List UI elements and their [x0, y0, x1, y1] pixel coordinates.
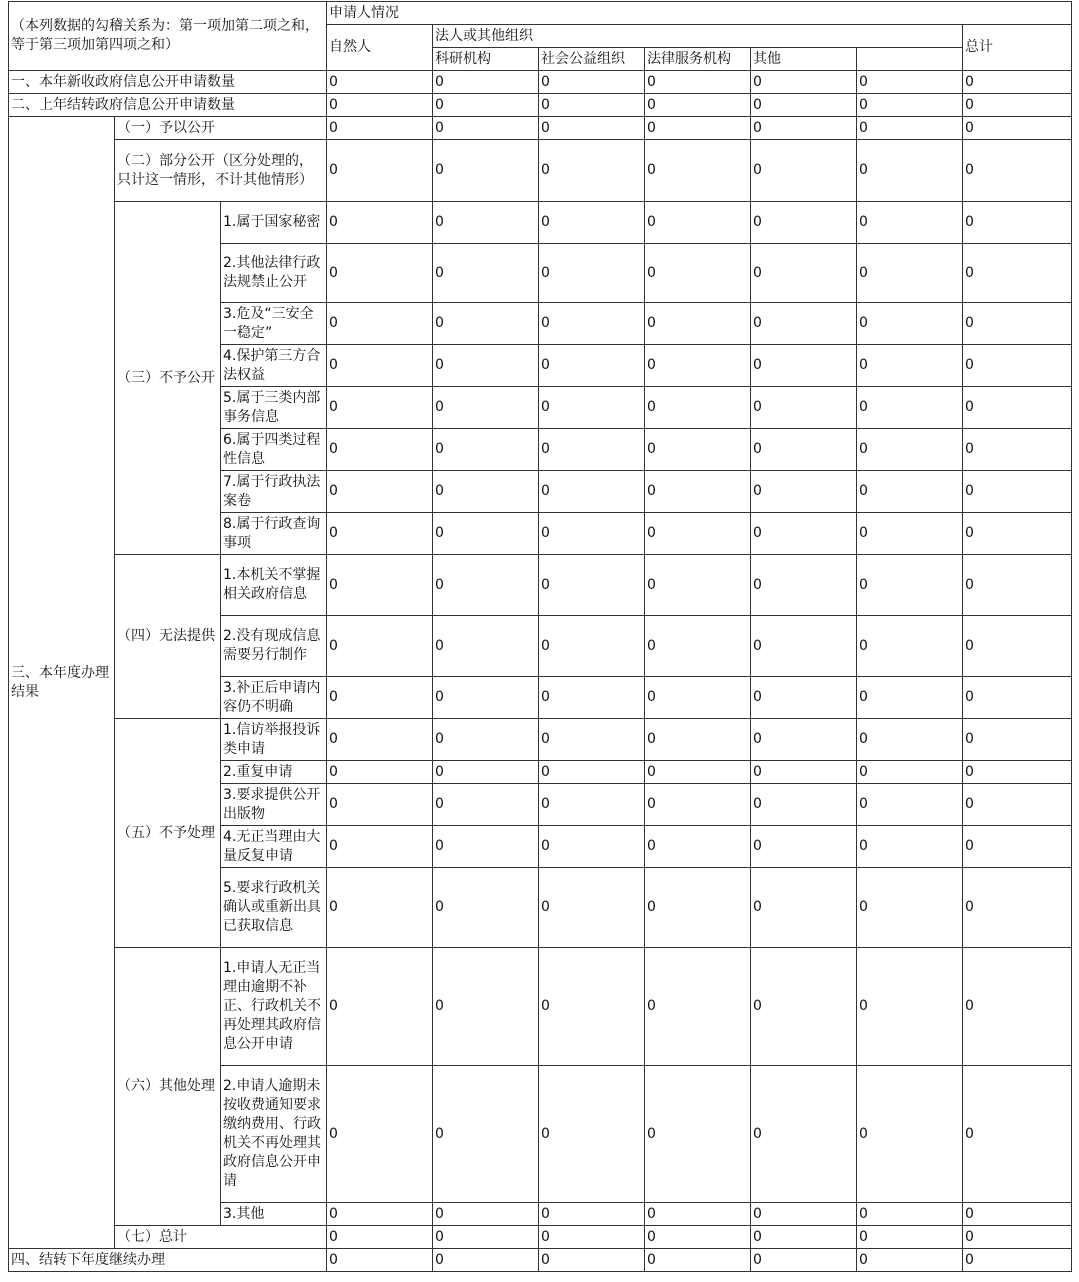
value-cell: 0	[433, 387, 539, 429]
value-cell: 0	[645, 140, 751, 202]
value-cell: 0	[539, 513, 645, 555]
value-cell: 0	[645, 616, 751, 677]
value-cell: 0	[433, 471, 539, 513]
value-cell: 0	[645, 784, 751, 826]
value-cell: 0	[857, 868, 963, 948]
value-cell: 0	[645, 244, 751, 303]
value-cell: 0	[751, 303, 857, 345]
value-cell: 0	[539, 387, 645, 429]
value-cell: 0	[327, 1226, 433, 1249]
table-row	[9, 202, 1072, 244]
value-cell: 0	[857, 616, 963, 677]
value-cell: 0	[539, 826, 645, 868]
item-label: 2.重复申请	[221, 761, 327, 784]
value-cell: 0	[645, 761, 751, 784]
value-cell: 0	[327, 784, 433, 826]
table-row	[9, 1249, 1072, 1272]
item-label: 8.属于行政查询事项	[221, 513, 327, 555]
value-cell: 0	[539, 784, 645, 826]
item-label: 1.本机关不掌握相关政府信息	[221, 555, 327, 616]
value-cell: 0	[751, 471, 857, 513]
value-cell: 0	[963, 94, 1072, 117]
value-cell: 0	[433, 513, 539, 555]
table-row	[9, 117, 1072, 140]
value-cell: 0	[857, 71, 963, 94]
sub-header	[857, 48, 963, 71]
value-cell: 0	[963, 555, 1072, 616]
value-cell: 0	[963, 677, 1072, 719]
value-cell: 0	[645, 471, 751, 513]
value-cell: 0	[433, 117, 539, 140]
value-cell: 0	[327, 719, 433, 761]
value-cell: 0	[539, 429, 645, 471]
value-cell: 0	[645, 71, 751, 94]
value-cell: 0	[963, 948, 1072, 1066]
value-cell: 0	[857, 719, 963, 761]
value-cell: 0	[539, 471, 645, 513]
value-cell: 0	[857, 94, 963, 117]
value-cell: 0	[327, 948, 433, 1066]
value-cell: 0	[433, 202, 539, 244]
value-cell: 0	[751, 1249, 857, 1272]
value-cell: 0	[327, 345, 433, 387]
value-cell: 0	[539, 117, 645, 140]
value-cell: 0	[963, 471, 1072, 513]
value-cell: 0	[433, 784, 539, 826]
value-cell: 0	[539, 345, 645, 387]
item-label: 5.要求行政机关确认或重新出具已获取信息	[221, 868, 327, 948]
value-cell: 0	[645, 513, 751, 555]
group-label: （七）总计	[115, 1226, 327, 1249]
value-cell: 0	[963, 202, 1072, 244]
value-cell: 0	[963, 244, 1072, 303]
table-row	[9, 94, 1072, 117]
value-cell: 0	[539, 555, 645, 616]
value-cell: 0	[751, 345, 857, 387]
value-cell: 0	[327, 761, 433, 784]
value-cell: 0	[327, 202, 433, 244]
value-cell: 0	[645, 1066, 751, 1203]
sub-header: 社会公益组织	[539, 48, 645, 71]
row-label: 二、上年结转政府信息公开申请数量	[9, 94, 327, 117]
value-cell: 0	[963, 513, 1072, 555]
value-cell: 0	[539, 140, 645, 202]
value-cell: 0	[539, 202, 645, 244]
value-cell: 0	[857, 429, 963, 471]
table-row	[9, 71, 1072, 94]
value-cell: 0	[433, 1066, 539, 1203]
item-label: 5.属于三类内部事务信息	[221, 387, 327, 429]
value-cell: 0	[963, 868, 1072, 948]
table-row	[9, 948, 1072, 1066]
table-note-cell	[9, 2, 327, 71]
value-cell: 0	[857, 784, 963, 826]
value-cell: 0	[433, 345, 539, 387]
value-cell: 0	[751, 677, 857, 719]
value-cell: 0	[539, 761, 645, 784]
value-cell: 0	[539, 94, 645, 117]
value-cell: 0	[751, 94, 857, 117]
value-cell: 0	[433, 244, 539, 303]
group-label: （一）予以公开	[115, 117, 327, 140]
value-cell: 0	[645, 202, 751, 244]
value-cell: 0	[857, 948, 963, 1066]
value-cell: 0	[857, 677, 963, 719]
value-cell: 0	[857, 1226, 963, 1249]
group-label: （三）不予公开	[115, 202, 221, 555]
value-cell: 0	[857, 202, 963, 244]
item-label: 2.没有现成信息需要另行制作	[221, 616, 327, 677]
value-cell: 0	[539, 719, 645, 761]
value-cell: 0	[751, 117, 857, 140]
value-cell: 0	[645, 1249, 751, 1272]
value-cell: 0	[645, 1203, 751, 1226]
value-cell: 0	[327, 1066, 433, 1203]
item-label: 3.补正后申请内容仍不明确	[221, 677, 327, 719]
value-cell: 0	[433, 94, 539, 117]
item-label: 2.其他法律行政法规禁止公开	[221, 244, 327, 303]
table-body	[9, 2, 1072, 1272]
item-label: 7.属于行政执法案卷	[221, 471, 327, 513]
value-cell: 0	[751, 784, 857, 826]
statistics-table	[8, 1, 1072, 1272]
value-cell: 0	[963, 345, 1072, 387]
group-label: （四）无法提供	[115, 555, 221, 719]
value-cell: 0	[751, 387, 857, 429]
value-cell: 0	[539, 1249, 645, 1272]
value-cell: 0	[433, 1249, 539, 1272]
natural-person-header: 自然人	[327, 25, 433, 71]
value-cell: 0	[645, 429, 751, 471]
value-cell: 0	[963, 1226, 1072, 1249]
value-cell: 0	[327, 677, 433, 719]
value-cell: 0	[645, 826, 751, 868]
value-cell: 0	[327, 303, 433, 345]
header-row-1	[9, 2, 1072, 25]
group-label: （六）其他处理	[115, 948, 221, 1226]
group-label: （五）不予处理	[115, 719, 221, 948]
value-cell: 0	[327, 117, 433, 140]
item-label: 6.属于四类过程性信息	[221, 429, 327, 471]
value-cell: 0	[645, 868, 751, 948]
value-cell: 0	[857, 244, 963, 303]
value-cell: 0	[857, 761, 963, 784]
value-cell: 0	[327, 826, 433, 868]
value-cell: 0	[857, 1203, 963, 1226]
value-cell: 0	[645, 94, 751, 117]
value-cell: 0	[327, 387, 433, 429]
value-cell: 0	[751, 429, 857, 471]
value-cell: 0	[539, 616, 645, 677]
item-label: 1.申请人无正当理由逾期不补正、行政机关不再处理其政府信息公开申请	[221, 948, 327, 1066]
value-cell: 0	[539, 948, 645, 1066]
value-cell: 0	[963, 784, 1072, 826]
value-cell: 0	[751, 1066, 857, 1203]
value-cell: 0	[327, 94, 433, 117]
value-cell: 0	[751, 244, 857, 303]
value-cell: 0	[433, 677, 539, 719]
value-cell: 0	[433, 948, 539, 1066]
table-row	[9, 1226, 1072, 1249]
value-cell: 0	[751, 948, 857, 1066]
value-cell: 0	[539, 1203, 645, 1226]
value-cell: 0	[645, 719, 751, 761]
value-cell: 0	[963, 71, 1072, 94]
item-label: 1.信访举报投诉类申请	[221, 719, 327, 761]
value-cell: 0	[327, 868, 433, 948]
row-label: 四、结转下年度继续办理	[9, 1249, 327, 1272]
value-cell: 0	[857, 117, 963, 140]
value-cell: 0	[857, 140, 963, 202]
value-cell: 0	[433, 140, 539, 202]
value-cell: 0	[327, 555, 433, 616]
value-cell: 0	[751, 1203, 857, 1226]
value-cell: 0	[433, 616, 539, 677]
value-cell: 0	[645, 345, 751, 387]
table-row	[9, 719, 1072, 761]
item-label: 4.保护第三方合法权益	[221, 345, 327, 387]
value-cell: 0	[645, 555, 751, 616]
value-cell: 0	[433, 719, 539, 761]
value-cell: 0	[433, 826, 539, 868]
item-label: 3.要求提供公开出版物	[221, 784, 327, 826]
group-label: （二）部分公开（区分处理的，只计这一情形，不计其他情形）	[115, 140, 327, 202]
value-cell: 0	[645, 948, 751, 1066]
value-cell: 0	[539, 1066, 645, 1203]
value-cell: 0	[539, 677, 645, 719]
value-cell: 0	[645, 117, 751, 140]
value-cell: 0	[327, 1249, 433, 1272]
applicant-header: 申请人情况	[327, 2, 1072, 25]
value-cell: 0	[963, 429, 1072, 471]
table-note: （本列数据的勾稽关系为：第一项加第二项之和，等于第三项加第四项之和）	[11, 18, 319, 53]
value-cell: 0	[963, 117, 1072, 140]
value-cell: 0	[327, 513, 433, 555]
value-cell: 0	[963, 761, 1072, 784]
item-label: 1.属于国家秘密	[221, 202, 327, 244]
value-cell: 0	[433, 71, 539, 94]
value-cell: 0	[751, 513, 857, 555]
value-cell: 0	[433, 1226, 539, 1249]
value-cell: 0	[963, 1203, 1072, 1226]
value-cell: 0	[751, 555, 857, 616]
value-cell: 0	[963, 303, 1072, 345]
total-header: 总计	[963, 25, 1072, 71]
value-cell: 0	[751, 761, 857, 784]
sub-header: 其他	[751, 48, 857, 71]
value-cell: 0	[751, 202, 857, 244]
value-cell: 0	[539, 1226, 645, 1249]
value-cell: 0	[645, 303, 751, 345]
table-row	[9, 140, 1072, 202]
value-cell: 0	[433, 429, 539, 471]
value-cell: 0	[327, 1203, 433, 1226]
value-cell: 0	[539, 868, 645, 948]
value-cell: 0	[327, 616, 433, 677]
value-cell: 0	[857, 826, 963, 868]
sub-header: 科研机构	[433, 48, 539, 71]
value-cell: 0	[963, 616, 1072, 677]
value-cell: 0	[433, 303, 539, 345]
row-label: 一、本年新收政府信息公开申请数量	[9, 71, 327, 94]
value-cell: 0	[645, 387, 751, 429]
value-cell: 0	[963, 719, 1072, 761]
value-cell: 0	[433, 1203, 539, 1226]
value-cell: 0	[645, 1226, 751, 1249]
value-cell: 0	[327, 429, 433, 471]
value-cell: 0	[857, 471, 963, 513]
value-cell: 0	[857, 303, 963, 345]
value-cell: 0	[433, 555, 539, 616]
legal-org-header: 法人或其他组织	[433, 25, 963, 48]
value-cell: 0	[539, 71, 645, 94]
value-cell: 0	[963, 826, 1072, 868]
value-cell: 0	[857, 345, 963, 387]
value-cell: 0	[751, 1226, 857, 1249]
value-cell: 0	[963, 1066, 1072, 1203]
value-cell: 0	[433, 868, 539, 948]
value-cell: 0	[539, 244, 645, 303]
value-cell: 0	[751, 71, 857, 94]
table-row	[9, 555, 1072, 616]
item-label: 2.申请人逾期未按收费通知要求缴纳费用、行政机关不再处理其政府信息公开申请	[221, 1066, 327, 1203]
value-cell: 0	[751, 868, 857, 948]
value-cell: 0	[327, 140, 433, 202]
value-cell: 0	[327, 471, 433, 513]
value-cell: 0	[645, 677, 751, 719]
value-cell: 0	[751, 826, 857, 868]
item-label: 3.危及“三安全一稳定”	[221, 303, 327, 345]
section-label: 三、本年度办理结果	[9, 117, 115, 1249]
value-cell: 0	[963, 1249, 1072, 1272]
value-cell: 0	[751, 140, 857, 202]
value-cell: 0	[539, 303, 645, 345]
value-cell: 0	[327, 244, 433, 303]
value-cell: 0	[751, 616, 857, 677]
value-cell: 0	[857, 513, 963, 555]
item-label: 3.其他	[221, 1203, 327, 1226]
value-cell: 0	[963, 140, 1072, 202]
value-cell: 0	[751, 719, 857, 761]
value-cell: 0	[963, 387, 1072, 429]
value-cell: 0	[857, 555, 963, 616]
value-cell: 0	[857, 1249, 963, 1272]
sub-header: 法律服务机构	[645, 48, 751, 71]
item-label: 4.无正当理由大量反复申请	[221, 826, 327, 868]
value-cell: 0	[857, 387, 963, 429]
value-cell: 0	[433, 761, 539, 784]
value-cell: 0	[857, 1066, 963, 1203]
value-cell: 0	[327, 71, 433, 94]
